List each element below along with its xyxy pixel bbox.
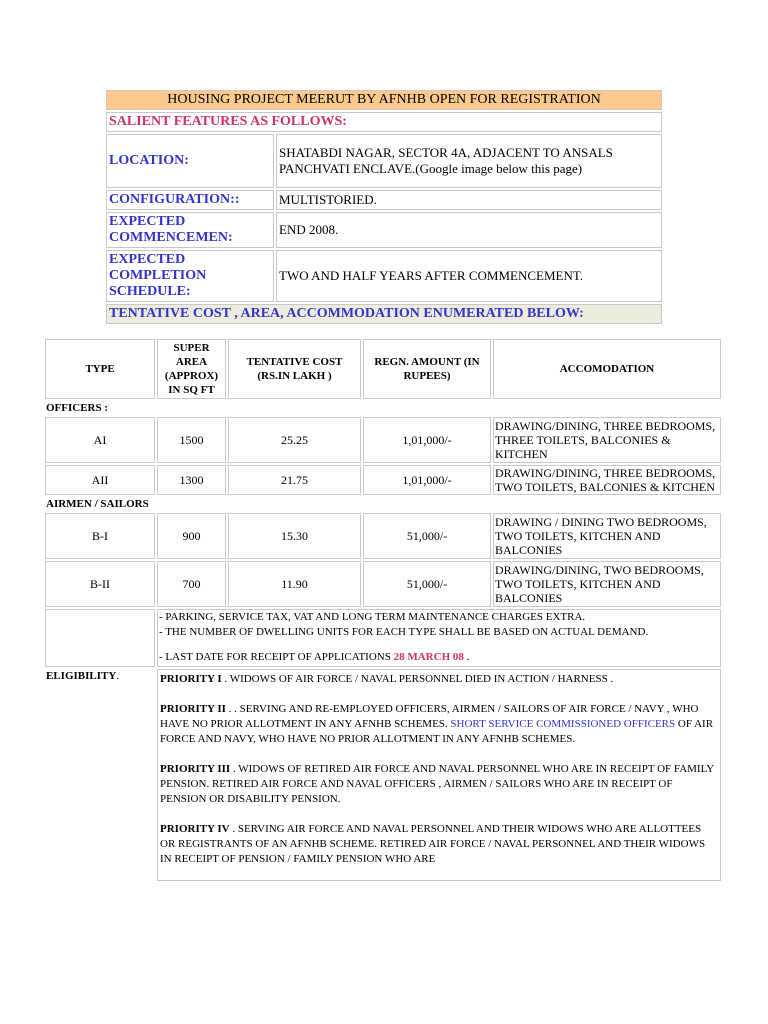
row-type: B-II <box>45 561 155 607</box>
header-cost: TENTATIVE COST (RS.IN LAKH ) <box>228 339 361 399</box>
salient-heading: SALIENT FEATURES AS FOLLOWS: <box>106 112 662 132</box>
eligibility-label <box>45 669 155 881</box>
note-extras: - PARKING, SERVICE TAX, VAT AND LONG TERM MAINTENANCE CHARGES EXTRA. <box>159 611 586 623</box>
row-accommodation: DRAWING / DINING TWO BEDROOMS, TWO TOILETS, KITCHEN AND BALCONIES <box>493 513 721 559</box>
notes-cell <box>157 609 721 667</box>
row-type: AI <box>45 417 155 463</box>
header-type: TYPE <box>45 339 155 399</box>
table-row <box>45 417 721 463</box>
location-value: SHATABDI NAGAR, SECTOR 4A, ADJACENT TO ANSALS PANCHVATI ENCLAVE.(Google image below this page) <box>276 134 662 188</box>
row-regn: 1,01,000/- <box>363 465 491 495</box>
row-area: 1300 <box>157 465 226 495</box>
row-area: 900 <box>157 513 226 559</box>
row-cost: 15.30 <box>228 513 361 559</box>
note-last-date-prefix: - LAST DATE FOR RECEIPT OF APPLICATIONS <box>159 651 394 663</box>
row-cost: 25.25 <box>228 417 361 463</box>
row-type: AII <box>45 465 155 495</box>
location-label: LOCATION: <box>106 134 274 188</box>
row-regn: 1,01,000/- <box>363 417 491 463</box>
row-cost: 21.75 <box>228 465 361 495</box>
row-accommodation: DRAWING/DINING, TWO BEDROOMS, TWO TOILETS, KITCHEN AND BALCONIES <box>493 561 721 607</box>
notes-empty-cell <box>45 609 155 667</box>
header-accommodation: ACCOMODATION <box>493 339 721 399</box>
tentative-heading: TENTATIVE COST , AREA, ACCOMMODATION ENUMERATED BELOW: <box>106 304 662 324</box>
housing-types-table <box>43 337 723 883</box>
eligibility-label-text: ELIGIBILITY <box>46 670 117 682</box>
priority-1-text: . WIDOWS OF AIR FORCE / NAVAL PERSONNEL DIED IN ACTION / HARNESS . <box>221 673 614 685</box>
header-area: SUPER AREA (APPROX) IN SQ FT <box>157 339 226 399</box>
row-regn: 51,000/- <box>363 513 491 559</box>
priority-1-heading: PRIORITY I <box>160 673 222 685</box>
priority-3-heading: PRIORITY III <box>160 763 231 775</box>
priority-3 <box>160 762 718 807</box>
note-last-date <box>159 650 719 665</box>
officers-label: OFFICERS : <box>46 402 109 414</box>
eligibility-label-suffix: . <box>116 670 120 682</box>
row-cost: 11.90 <box>228 561 361 607</box>
row-area: 1500 <box>157 417 226 463</box>
airmen-label: AIRMEN / SAILORS <box>46 498 149 510</box>
priority-3-text: . WIDOWS OF RETIRED AIR FORCE AND NAVAL PERSONNEL WHO ARE IN RECEIPT OF FAMILY PENSION. RETIRED AIR FORCE AND NAVAL OFFICERS , AIRMEN / SAILORS WHO ARE IN RECEIPT OF PENSION OR DISABILITY PENSION. <box>160 763 714 805</box>
priority-2-text-cont: OF AIR FORCE AND NAVY, WHO HAVE NO PRIOR ALLOTMENT IN ANY AFNHB SCHEMES. <box>160 718 714 745</box>
last-date-value: 28 MARCH 08 <box>393 651 464 663</box>
priority-4-text: . SERVING AIR FORCE AND NAVAL PERSONNEL AND THEIR WIDOWS WHO ARE ALLOTTEES OR REGISTRANTS OF AN AFNHB SCHEME. RETIRED AIR FORCE / NAVAL PERSONNEL AND THEIR WIDOWS IN RECEIPT OF PENSION / FAMILY PENSION WHO ARE <box>160 823 706 865</box>
table-row <box>45 561 721 607</box>
short-service-link: SHORT SERVICE COMMISSIONED OFFICERS <box>450 718 676 730</box>
completion-value: TWO AND HALF YEARS AFTER COMMENCEMENT. <box>276 250 662 302</box>
commencement-label: EXPECTED COMMENCEMEN: <box>106 212 274 248</box>
salient-features-table <box>104 88 664 326</box>
commencement-value: END 2008. <box>276 212 662 248</box>
row-area: 700 <box>157 561 226 607</box>
priority-4 <box>160 822 718 867</box>
configuration-label: CONFIGURATION:: <box>106 190 274 210</box>
row-accommodation: DRAWING/DINING, THREE BEDROOMS, THREE TOILETS, BALCONIES & KITCHEN <box>493 417 721 463</box>
configuration-value: MULTISTORIED. <box>276 190 662 210</box>
priority-2 <box>160 702 718 747</box>
completion-label: EXPECTED COMPLETION SCHEDULE: <box>106 250 274 302</box>
row-accommodation: DRAWING/DINING, THREE BEDROOMS, TWO TOILETS, BALCONIES & KITCHEN <box>493 465 721 495</box>
row-regn: 51,000/- <box>363 561 491 607</box>
page-title: HOUSING PROJECT MEERUT BY AFNHB OPEN FOR REGISTRATION <box>106 90 662 110</box>
priority-4-heading: PRIORITY IV <box>160 823 230 835</box>
priority-2-heading: PRIORITY II <box>160 703 226 715</box>
priority-1 <box>160 672 718 687</box>
priority-2-text: . . SERVING AND RE-EMPLOYED OFFICERS, AIRMEN / SAILORS OF AIR FORCE / NAVY , WHO HAVE NO PRIOR ALLOTMENT IN ANY AFNHB SCHEMES. <box>160 703 699 730</box>
table-row <box>45 465 721 495</box>
header-regn: REGN. AMOUNT (IN RUPEES) <box>363 339 491 399</box>
table-row <box>45 513 721 559</box>
note-dwelling-units: - THE NUMBER OF DWELLING UNITS FOR EACH TYPE SHALL BE BASED ON ACTUAL DEMAND. <box>159 626 649 638</box>
note-last-date-suffix: . <box>463 651 470 663</box>
eligibility-text <box>157 669 721 881</box>
row-type: B-I <box>45 513 155 559</box>
